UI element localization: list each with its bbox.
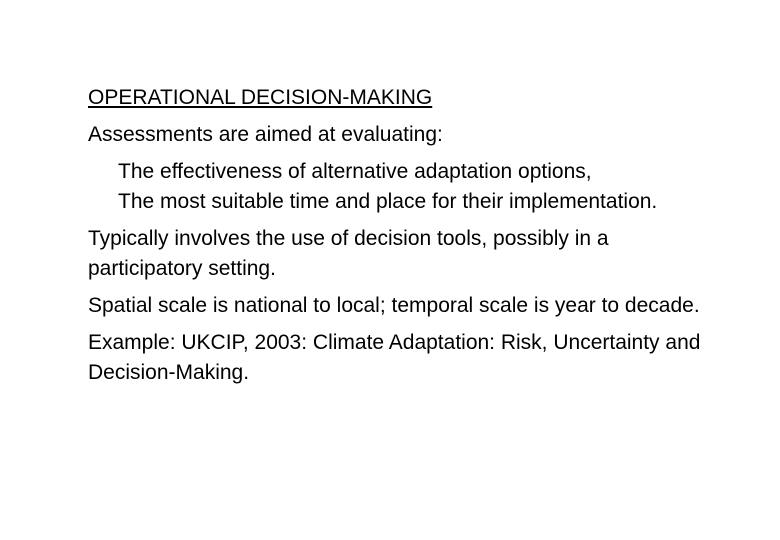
intro-text: Assessments are aimed at evaluating: <box>88 123 443 146</box>
example-paragraph: Example: UKCIP, 2003: Climate Adaptation: Risk, Uncertainty and Decision-Making. <box>88 331 701 384</box>
evaluation-item: The most suitable time and place for their implementation. <box>118 190 658 213</box>
evaluation-item: The effectiveness of alternative adaptation options, <box>118 160 592 183</box>
slide-heading: OPERATIONAL DECISION-MAKING <box>88 86 433 109</box>
slide-content <box>88 83 728 395</box>
scale-paragraph: Spatial scale is national to local; temporal scale is year to decade. <box>88 294 700 317</box>
evaluation-list <box>88 157 728 217</box>
decision-tools-paragraph: Typically involves the use of decision tools, possibly in a participatory setting. <box>88 227 609 280</box>
